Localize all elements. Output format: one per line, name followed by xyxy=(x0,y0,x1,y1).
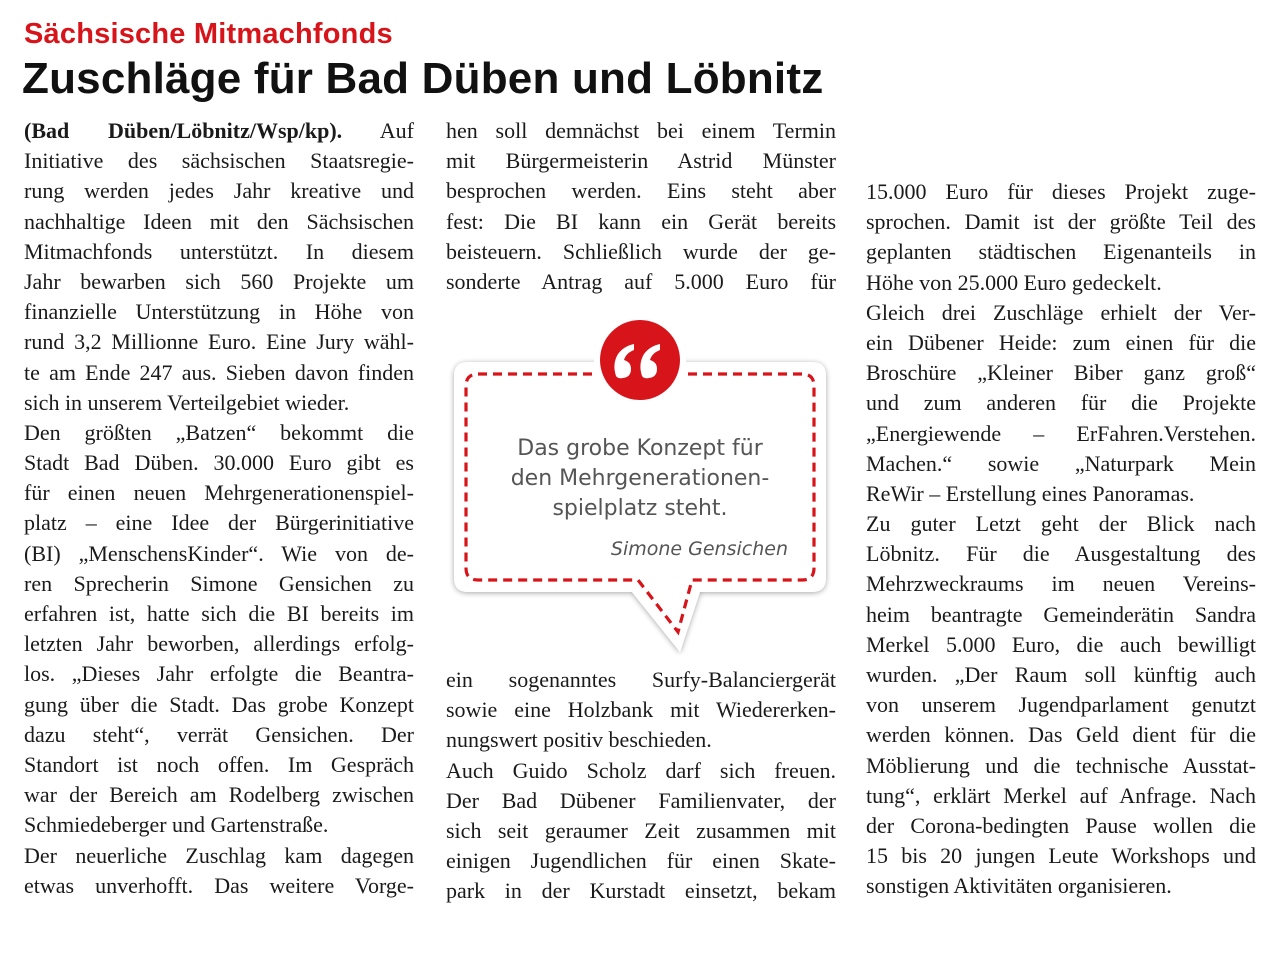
pull-quote-line: Das grobe Konzept für xyxy=(517,436,763,461)
column-3-line: Höhe von 25.000 Euro gedeckelt. xyxy=(866,269,1162,295)
column-3-line: werden können. Das Geld dient für die xyxy=(866,722,1256,748)
column-1-line: etwas unverhofft. Das weitere Vorge- xyxy=(24,872,414,898)
column-3-line: Merkel 5.000 Euro, die auch bewilligt xyxy=(866,631,1256,657)
column-1-line: los. „Dieses Jahr erfolgte die Beantra- xyxy=(24,661,414,687)
column-3-line: ReWir – Erstellung eines Panoramas. xyxy=(866,480,1195,506)
column-3-line: sprochen. Damit ist der größte Teil des xyxy=(866,209,1256,235)
column-1-line: finanzielle Unterstützung in Höhe von xyxy=(24,299,414,325)
pull-quote-line: den Mehrgenerationen- xyxy=(510,466,770,491)
pull-quote-line: spielplatz steht. xyxy=(552,496,728,521)
column-3-line: 15 bis 20 jungen Leute Workshops und xyxy=(866,843,1256,869)
column-2-line: Auch Guido Scholz darf sich freuen. xyxy=(446,757,836,783)
pull-quote-text xyxy=(478,434,802,524)
column-1-line: Jahr bewarben sich 560 Projekte um xyxy=(24,268,414,294)
article-byline: (Bad Düben/Löbnitz/Wsp/kp). xyxy=(24,118,343,143)
column-2-line: ein sogenanntes Surfy-Balanciergerät xyxy=(446,667,836,692)
column-3-line: „Energiewende – ErFahren.Verstehen. xyxy=(866,420,1256,446)
column-2-line: beisteuern. Schließlich wurde der ge- xyxy=(446,238,836,264)
column-1-line: sich in unserem Verteilgebiet wieder. xyxy=(24,389,350,415)
column-1-line: platz – eine Idee der Bürgerinitiative xyxy=(24,510,414,536)
column-3-line: sonstigen Aktivitäten organisieren. xyxy=(866,873,1172,899)
column-1-line: rung werden jedes Jahr kreative und xyxy=(24,178,414,204)
column-3-line: Zu guter Letzt geht der Blick nach xyxy=(866,511,1256,537)
column-3-line: Machen.“ sowie „Naturpark Mein xyxy=(866,450,1256,476)
article-headline: Zuschläge für Bad Düben und Löbnitz xyxy=(22,54,824,103)
article-kicker: Sächsische Mitmachfonds xyxy=(24,18,393,50)
column-1-line: nachhaltige Ideen mit den Sächsischen xyxy=(24,208,414,234)
column-1-line: Stadt Bad Düben. 30.000 Euro gibt es xyxy=(24,450,414,476)
column-1-line xyxy=(24,116,414,146)
column-1-line: rund 3,2 Millionne Euro. Eine Jury wähl- xyxy=(24,329,414,355)
column-1-line: Der neuerliche Zuschlag kam dagegen xyxy=(24,842,414,868)
column-2-line: einigen Jugendlichen für einen Skate- xyxy=(446,848,836,874)
column-3-line: geplanten städtischen Eigenanteils in xyxy=(866,239,1256,265)
column-1-line-text: Auf xyxy=(342,118,414,143)
column-3-line: tung“, erklärt Merkel auf Anfrage. Nach xyxy=(866,782,1256,808)
column-3-line: und zum anderen für die Projekte xyxy=(866,390,1256,416)
column-1-line: Standort ist noch offen. Im Gespräch xyxy=(24,751,414,777)
article-column-3 xyxy=(866,177,1256,902)
column-3-line: heim beantragte Gemeinderätin Sandra xyxy=(866,601,1256,627)
column-2-line: nungswert positiv beschieden. xyxy=(446,727,712,753)
column-3-line: 15.000 Euro für dieses Projekt zuge- xyxy=(866,179,1256,204)
column-1-line: für einen neuen Mehrgenerationenspiel- xyxy=(24,480,414,506)
column-3-line: wurden. „Der Raum soll künftig auch xyxy=(866,662,1256,687)
column-1-line: letzten Jahr beworben, allerdings erfolg- xyxy=(24,631,414,657)
article-column-2-top xyxy=(446,116,836,297)
column-3-line: der Corona-bedingten Pause wollen die xyxy=(866,812,1256,838)
column-1-line: Den größten „Batzen“ bekommt die xyxy=(24,419,414,445)
pull-quote-author: Simone Gensichen xyxy=(610,538,788,560)
column-1-line: (BI) „MenschensKinder“. Wie von de- xyxy=(24,540,414,566)
column-2-line: besprochen werden. Eins steht aber xyxy=(446,178,836,204)
column-2-line: sich seit geraumer Zeit zusammen mit xyxy=(446,817,836,843)
column-1-line: Initiative des sächsischen Staatsregie- xyxy=(24,148,414,174)
column-3-line: Löbnitz. Für die Ausgestaltung des xyxy=(866,541,1256,567)
column-1-line: Mitmachfonds unterstützt. In diesem xyxy=(24,238,414,264)
column-2-line: fest: Die BI kann ein Gerät bereits xyxy=(446,208,836,234)
column-1-line: ren Sprecherin Simone Gensichen zu xyxy=(24,570,414,596)
column-1-line: war der Bereich am Rodelberg zwischen xyxy=(24,782,414,808)
column-2-line: sonderte Antrag auf 5.000 Euro für xyxy=(446,268,836,294)
column-3-line: ein Dübener Heide: zum einen für die xyxy=(866,329,1256,355)
column-3-line: Mehrzweckraums im neuen Vereins- xyxy=(866,571,1256,597)
column-1-line: Schmiedeberger und Gartenstraße. xyxy=(24,812,329,838)
quote-badge xyxy=(600,320,680,400)
column-3-line: von unserem Jugendparlament genutzt xyxy=(866,692,1256,718)
column-1-line: te am Ende 247 aus. Sieben davon finden xyxy=(24,359,414,385)
article-column-1 xyxy=(24,116,414,901)
article-column-2-bottom xyxy=(446,665,836,907)
column-2-line: mit Bürgermeisterin Astrid Münster xyxy=(446,148,836,174)
column-2-line: hen soll demnächst bei einem Termin xyxy=(446,118,836,143)
column-1-line: gung über die Stadt. Das grobe Konzept xyxy=(24,691,414,717)
column-1-line: dazu steht“, verrät Gensichen. Der xyxy=(24,721,414,747)
pull-quote xyxy=(448,306,832,658)
column-2-line: Der Bad Dübener Familienvater, der xyxy=(446,787,836,813)
column-2-line: sowie eine Holzbank mit Wiedererken- xyxy=(446,697,836,723)
column-1-line: erfahren ist, hatte sich die BI bereits im xyxy=(24,601,414,626)
column-3-line: Möblierung und die technische Ausstat- xyxy=(866,752,1256,778)
column-2-line: park in der Kurstadt einsetzt, bekam xyxy=(446,878,836,904)
column-3-line: Gleich drei Zuschläge erhielt der Ver- xyxy=(866,299,1256,325)
column-3-line: Broschüre „Kleiner Biber ganz groß“ xyxy=(866,360,1256,386)
